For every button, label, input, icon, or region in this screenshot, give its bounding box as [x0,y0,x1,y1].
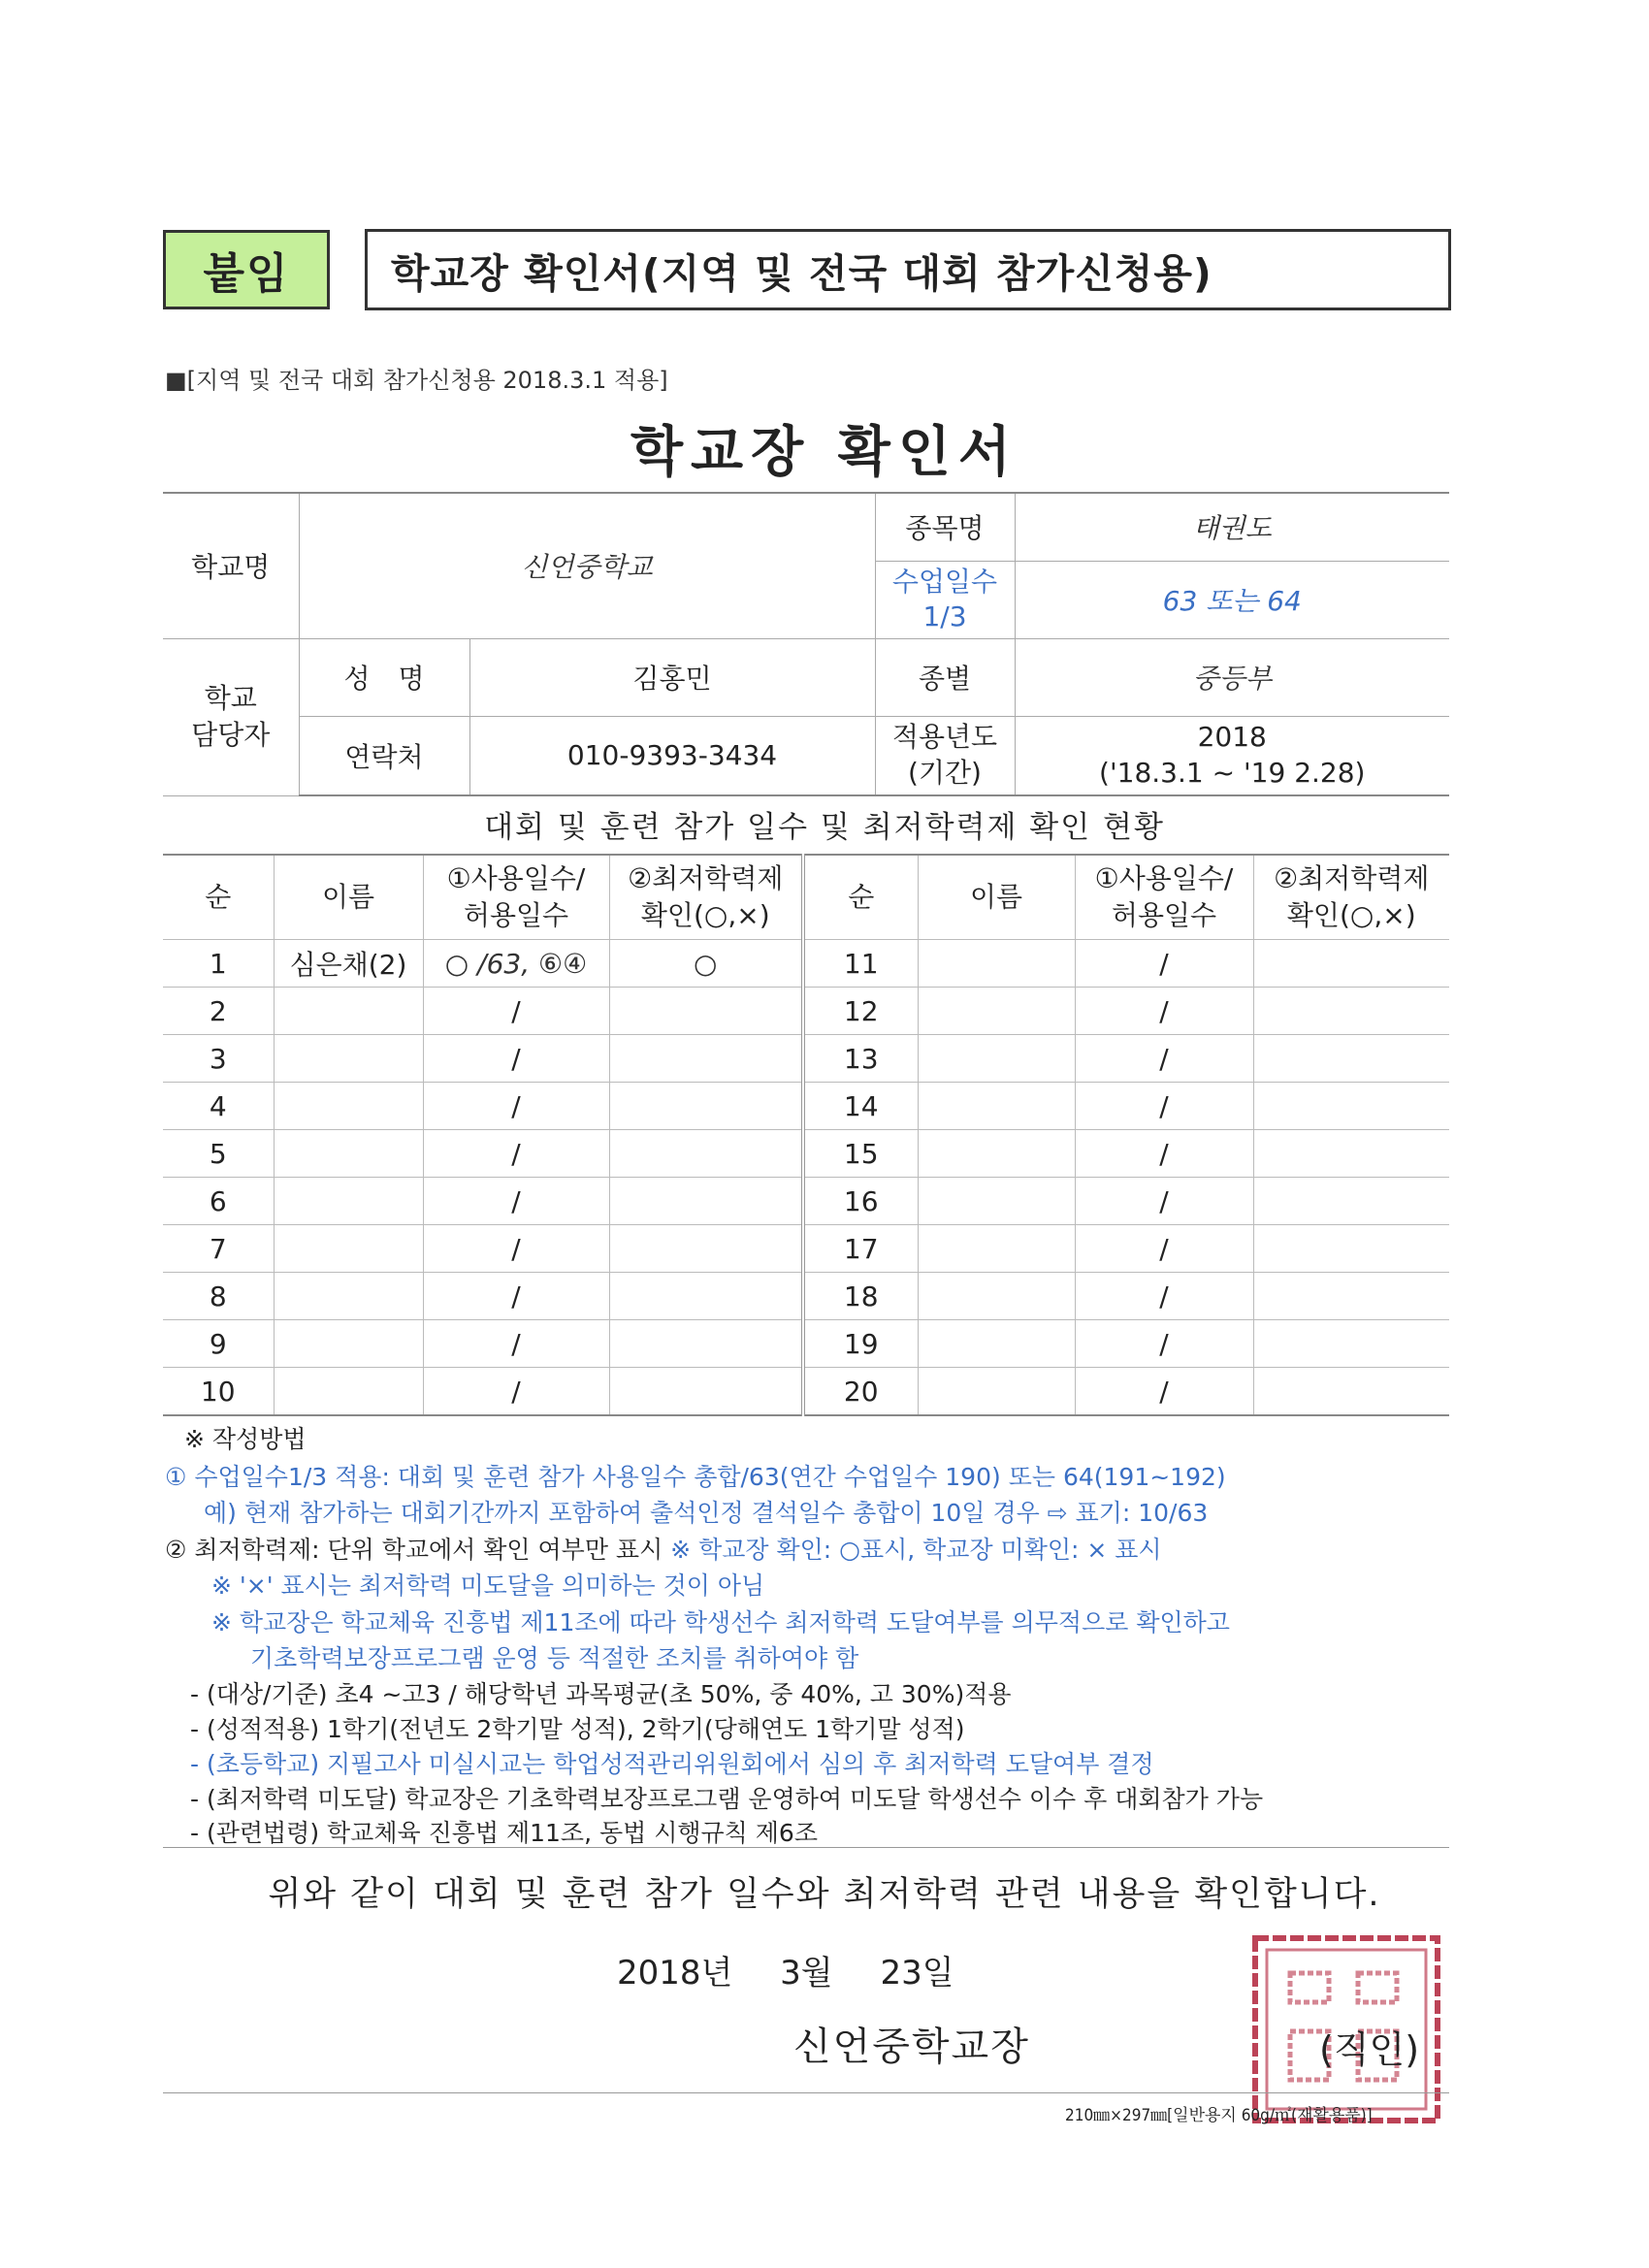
row-check [1253,1035,1449,1083]
year-label-line1: 적용년도 [891,721,998,754]
row-check [1253,940,1449,988]
row-no: 5 [163,1130,274,1178]
row-no: 11 [803,940,918,988]
contact-label: 연락처 [299,716,469,795]
table-row [163,1368,1449,1416]
divider [163,2092,1449,2093]
class-days-value: 63 또는 64 [1015,561,1449,638]
manager-label-line2: 담당자 [191,719,271,751]
row-name [918,1130,1075,1178]
table-row [163,988,1449,1035]
year-label [875,716,1015,795]
row-check [609,1368,803,1416]
col-header-check-line2: 확인(○,×) [640,899,770,931]
row-check [1253,1225,1449,1273]
row-name [274,1225,423,1273]
row-check [1253,1320,1449,1368]
event-label: 종목명 [875,493,1015,561]
table-row [163,1320,1449,1368]
event-value: 태권도 [1015,493,1449,561]
row-name: 심은채(2) [274,940,423,988]
class-days-label-line2: 1/3 [922,600,967,632]
col-header-check-2-line1: ②최저학력제 [1274,862,1430,895]
row-check [1253,1178,1449,1225]
row-no: 19 [803,1320,918,1368]
col-header-name-2: 이름 [918,855,1075,940]
row-no: 2 [163,988,274,1035]
divider [163,1847,1449,1848]
row-days: / [1075,1273,1253,1320]
instruction-line [165,1531,1162,1566]
row-check [609,988,803,1035]
table-row [163,1035,1449,1083]
row-check [1253,988,1449,1035]
col-header-check-line1: ②최저학력제 [628,862,784,895]
row-no: 15 [803,1130,918,1178]
row-no: 6 [163,1178,274,1225]
row-name [274,1083,423,1130]
row-days: / [1075,988,1253,1035]
col-header-check-2 [1253,855,1449,940]
name-value: 김홍민 [469,638,875,716]
row-check [1253,1368,1449,1416]
instruction-line: - (성적적용) 1학기(전년도 2학기말 성적), 2학기(당해연도 1학기말 성적) [190,1715,965,1743]
row-check [1253,1273,1449,1320]
row-days: / [423,1273,609,1320]
instruction-line: ※ '×' 표시는 최저학력 미도달을 의미하는 것이 아님 [211,1571,765,1600]
row-name [918,988,1075,1035]
row-days: / [1075,1130,1253,1178]
row-name [918,1225,1075,1273]
col-header-check-2-line2: 확인(○,×) [1286,899,1416,931]
col-header-days-line2: 허용일수 [463,899,569,931]
row-no: 16 [803,1178,918,1225]
row-days: / [1075,940,1253,988]
instruction-line: ※ 학교장은 학교체육 진흥법 제11조에 따라 학생선수 최저학력 도달여부를 의무적으로 확인하고 [211,1608,1230,1636]
row-check [609,1130,803,1178]
year-label-line2: (기간) [908,756,982,789]
table-row [163,1130,1449,1178]
row-days: / [1075,1083,1253,1130]
name-label: 성 명 [299,638,469,716]
row-name [274,1368,423,1416]
application-note: ■[지역 및 전국 대회 참가신청용 2018.3.1 적용] [165,367,668,394]
col-header-days-2-line2: 허용일수 [1111,899,1217,931]
instruction-line: 기초학력보장프로그램 운영 등 적절한 조치를 취하여야 함 [250,1644,859,1672]
row-no: 18 [803,1273,918,1320]
row-check [1253,1130,1449,1178]
row-days: / [423,988,609,1035]
col-header-days [423,855,609,940]
manager-label [163,638,299,795]
row-name [274,1035,423,1083]
table-row [163,1273,1449,1320]
row-days: / [1075,1320,1253,1368]
school-value: 신언중학교 [299,493,875,638]
row-check [609,1083,803,1130]
row-no: 12 [803,988,918,1035]
row-name [918,1178,1075,1225]
category-label: 종별 [875,638,1015,716]
row-name [918,940,1075,988]
row-check [609,1320,803,1368]
row-check [609,1273,803,1320]
row-check [609,1225,803,1273]
row-name [274,1130,423,1178]
year-value [1015,716,1449,795]
row-days: / [423,1083,609,1130]
row-name [274,1320,423,1368]
manager-label-line1: 학교 [204,682,257,715]
document-title: 학교장 확인서(지역 및 전국 대회 참가신청용) [391,249,1212,297]
table-row [163,1083,1449,1130]
col-header-no: 순 [163,855,274,940]
seal-label: (직인) [1319,2028,1420,2071]
row-no: 3 [163,1035,274,1083]
confirmation-statement: 위와 같이 대회 및 훈련 참가 일수와 최저학력 관련 내용을 확인합니다. [268,1875,1381,1914]
row-days: / [423,1130,609,1178]
instruction-line: - (대상/기준) 초4 ~고3 / 해당학년 과목평균(초 50%, 중 40%, 고 30%)적용 [190,1680,1012,1708]
class-days-label-line1: 수업일수 [891,565,998,598]
col-header-days-2 [1075,855,1253,940]
row-no: 13 [803,1035,918,1083]
row-days: / [1075,1178,1253,1225]
col-header-no-2: 순 [803,855,918,940]
main-title: 학교장 확인서 [630,421,1019,484]
row-check [609,1178,803,1225]
instruction-line: ① 수업일수1/3 적용: 대회 및 훈련 참가 사용일수 총합/63(연간 수업일수 190) 또는 64(191~192) [165,1463,1226,1491]
row-check [609,1035,803,1083]
row-days: / [423,1035,609,1083]
instruction-line: - (최저학력 미도달) 학교장은 기초학력보장프로그램 운영하여 미도달 학생선수 이수 후 대회참가 가능 [190,1785,1264,1813]
paper-spec-footer: 210㎜×297㎜[일반용지 60g/㎡(재활용품)] [1065,2106,1373,2125]
contact-value: 010-9393-3434 [469,716,875,795]
category-value: 중등부 [1015,638,1449,716]
row-days: ○ /63, ⑥④ [423,940,609,988]
row-days: / [423,1225,609,1273]
instruction-line-part: ② 최저학력제: 단위 학교에서 확인 여부만 표시 [165,1536,663,1564]
table-row [163,940,1449,988]
row-days: / [1075,1225,1253,1273]
school-label: 학교명 [163,493,299,638]
signature-date: 2018년 3월 23일 [617,1954,954,1993]
row-no: 17 [803,1225,918,1273]
row-no: 4 [163,1083,274,1130]
row-check: ○ [609,940,803,988]
row-name [918,1273,1075,1320]
table-row [163,1178,1449,1225]
row-name [918,1035,1075,1083]
row-days: / [1075,1035,1253,1083]
row-days: / [1075,1368,1253,1416]
row-name [274,1273,423,1320]
participation-table [163,854,1449,1416]
row-name [274,1178,423,1225]
row-no: 9 [163,1320,274,1368]
section-title: 대회 및 훈련 참가 일수 및 최저학력제 확인 현황 [484,810,1165,845]
row-no: 7 [163,1225,274,1273]
instruction-line-part: ※ 학교장 확인: ○표시, 학교장 미확인: × 표시 [670,1536,1162,1564]
year-value-line1: 2018 [1197,721,1267,754]
school-info-table [163,492,1449,796]
table-row [163,1225,1449,1273]
row-check [1253,1083,1449,1130]
attachment-badge: 붙임 [163,230,330,309]
row-name [918,1368,1075,1416]
col-header-name: 이름 [274,855,423,940]
row-days: / [423,1178,609,1225]
row-no: 8 [163,1273,274,1320]
instruction-line: 예) 현재 참가하는 대회기간까지 포함하여 출석인정 결석일수 총합이 10일 경우 ⇨ 표기: 10/63 [204,1499,1209,1527]
row-no: 20 [803,1368,918,1416]
row-no: 10 [163,1368,274,1416]
col-header-days-line1: ①사용일수/ [446,862,586,895]
col-header-check [609,855,803,940]
class-days-label [875,561,1015,638]
row-no: 1 [163,940,274,988]
row-days: / [423,1368,609,1416]
year-value-line2: ('18.3.1 ~ '19 2.28) [1099,756,1366,789]
row-days: / [423,1320,609,1368]
principal-name: 신언중학교장 [793,2025,1030,2069]
row-no: 14 [803,1083,918,1130]
instruction-line: - (초등학교) 지필고사 미실시교는 학업성적관리위원회에서 심의 후 최저학력 도달여부 결정 [190,1750,1154,1778]
instruction-line: - (관련법령) 학교체육 진흥법 제11조, 동법 시행규칙 제6조 [190,1819,818,1847]
col-header-days-2-line1: ①사용일수/ [1094,862,1234,895]
document-title-box [365,229,1451,310]
row-name [918,1320,1075,1368]
row-name [918,1083,1075,1130]
row-name [274,988,423,1035]
instructions-heading: ※ 작성방법 [184,1425,307,1453]
